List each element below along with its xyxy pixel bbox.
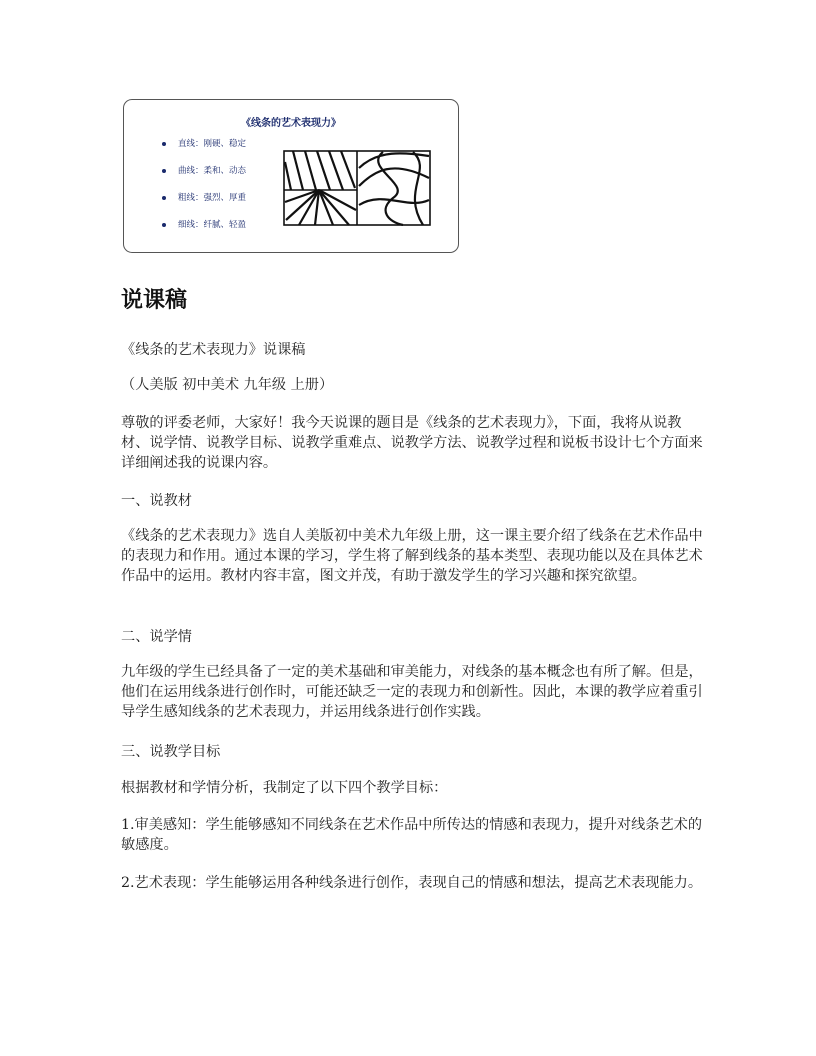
objective-item: 2.艺术表现：学生能够运用各种线条进行创作，表现自己的情感和想法，提高艺术表现能力。 bbox=[121, 875, 703, 891]
slide-bullet bbox=[159, 193, 246, 220]
doc-subtitle: 《线条的艺术表现力》说课稿 bbox=[121, 342, 306, 358]
objective-item: 1.审美感知：学生能够感知不同线条在艺术作品中所传达的情感和表现力，提升对线条艺术的敏感度。 bbox=[121, 817, 703, 853]
section-heading: 二、说学情 bbox=[121, 629, 192, 645]
body-paragraph: 《线条的艺术表现力》选自人美版初中美术九年级上册，这一课主要介绍了线条在艺术作品中的表现力和作用。通过本课的学习，学生将了解到线条的基本类型、表现功能以及在具体艺术作品中的运用。教材内容丰富，图文并茂，有助于激发学生的学习兴趣和探究欲望。 bbox=[121, 528, 703, 584]
slide-bullet bbox=[159, 139, 246, 166]
intro-paragraph: 尊敬的评委老师，大家好！我今天说课的题目是《线条的艺术表现力》，下面，我将从说教材、说学情、说教学目标、说教学重难点、说教学方法、说教学过程和说板书设计七个方面来详细阐述我的说课内容。 bbox=[121, 415, 703, 471]
slide-image bbox=[123, 99, 459, 253]
slide-bullet-text: 曲线：柔和、动态 bbox=[178, 166, 247, 176]
slide-title: 《线条的艺术表现力》 bbox=[241, 118, 341, 129]
line-examples-illustration bbox=[283, 150, 431, 226]
section-heading: 一、说教材 bbox=[121, 493, 192, 509]
bullet-dot-icon bbox=[162, 169, 166, 173]
bullet-dot-icon bbox=[162, 196, 166, 200]
slide-bullet-text: 直线：刚硬、稳定 bbox=[178, 139, 247, 149]
bullet-dot-icon bbox=[162, 223, 166, 227]
slide-bullet-list bbox=[159, 139, 246, 247]
slide-bullet-text: 细线：纤腻、轻盈 bbox=[178, 220, 247, 230]
doc-edition: （人美版 初中美术 九年级 上册） bbox=[121, 377, 334, 393]
slide-bullet bbox=[159, 220, 246, 247]
bullet-dot-icon bbox=[162, 142, 166, 146]
page-heading: 说课稿 bbox=[121, 288, 188, 313]
section-heading: 三、说教学目标 bbox=[121, 744, 221, 760]
slide-bullet-text: 粗线：强烈、厚重 bbox=[178, 193, 247, 203]
slide-bullet bbox=[159, 166, 246, 193]
body-paragraph: 九年级的学生已经具备了一定的美术基础和审美能力，对线条的基本概念也有所了解。但是，他们在运用线条进行创作时，可能还缺乏一定的表现力和创新性。因此，本课的教学应着重引导学生感知线条的艺术表现力，并运用线条进行创作实践。 bbox=[121, 664, 703, 720]
body-paragraph: 根据教材和学情分析，我制定了以下四个教学目标： bbox=[121, 780, 448, 796]
